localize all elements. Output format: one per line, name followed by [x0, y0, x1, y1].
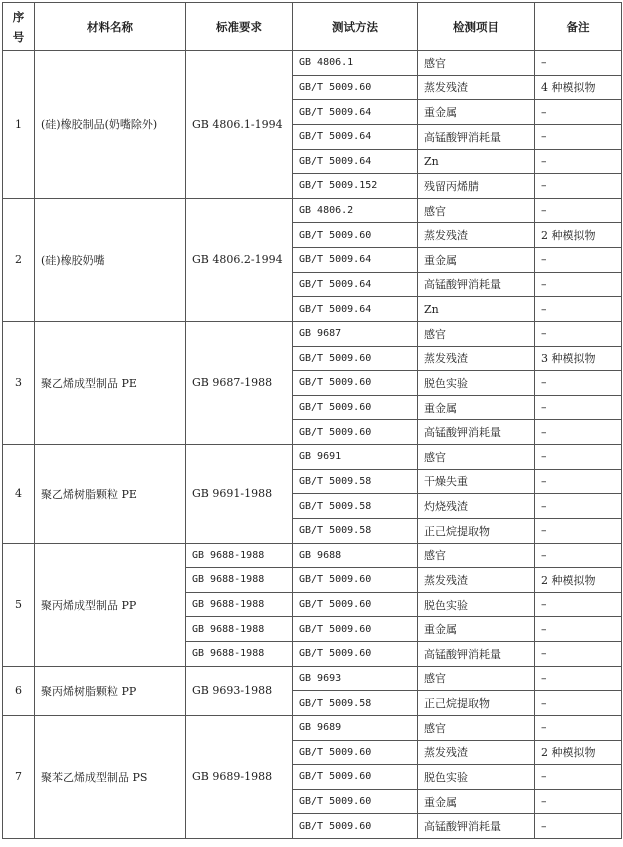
table-row — [3, 666, 622, 691]
method-cell: GB/T 5009.58 — [293, 469, 418, 494]
method-cell: GB/T 5009.60 — [293, 75, 418, 100]
table-row — [3, 543, 622, 568]
standard-cell: GB 4806.1-1994 — [186, 51, 293, 199]
standard-cell: GB 9687-1988 — [186, 321, 293, 444]
item-cell: Zn — [418, 149, 535, 174]
item-cell: 感官 — [418, 321, 535, 346]
method-cell: GB/T 5009.58 — [293, 691, 418, 716]
item-cell: 正己烷提取物 — [418, 518, 535, 543]
item-cell: 蒸发残渣 — [418, 223, 535, 248]
note-cell: – — [535, 494, 622, 519]
method-cell: GB/T 5009.60 — [293, 814, 418, 839]
method-cell: GB/T 5009.58 — [293, 494, 418, 519]
standard-cell: GB 9689-1988 — [186, 715, 293, 838]
standard-cell: GB 9688-1988 — [186, 592, 293, 617]
table-row — [3, 51, 622, 76]
standard-cell: GB 9688-1988 — [186, 568, 293, 593]
note-cell: – — [535, 174, 622, 199]
note-cell: – — [535, 420, 622, 445]
item-cell: 感官 — [418, 445, 535, 470]
note-cell: – — [535, 149, 622, 174]
note-cell: 4 种模拟物 — [535, 75, 622, 100]
method-cell: GB/T 5009.64 — [293, 100, 418, 125]
item-cell: 脱色实验 — [418, 765, 535, 790]
item-cell: 蒸发残渣 — [418, 75, 535, 100]
method-cell: GB/T 5009.64 — [293, 149, 418, 174]
item-cell: 感官 — [418, 51, 535, 76]
material-cell: (硅)橡胶奶嘴 — [35, 198, 186, 321]
method-cell: GB/T 5009.60 — [293, 592, 418, 617]
standard-cell: GB 4806.2-1994 — [186, 198, 293, 321]
method-cell: GB/T 5009.60 — [293, 395, 418, 420]
header-method: 测试方法 — [293, 3, 418, 51]
header-seq: 序号 — [3, 3, 35, 51]
method-cell: GB/T 5009.60 — [293, 740, 418, 765]
table-row — [3, 445, 622, 470]
table-row — [3, 198, 622, 223]
standard-cell: GB 9693-1988 — [186, 666, 293, 715]
seq-cell: 5 — [3, 543, 35, 666]
method-cell: GB/T 5009.64 — [293, 272, 418, 297]
standard-cell: GB 9688-1988 — [186, 543, 293, 568]
note-cell: – — [535, 124, 622, 149]
method-cell: GB/T 5009.64 — [293, 248, 418, 273]
seq-cell: 2 — [3, 198, 35, 321]
note-cell: – — [535, 51, 622, 76]
item-cell: 高锰酸钾消耗量 — [418, 272, 535, 297]
note-cell: 2 种模拟物 — [535, 568, 622, 593]
item-cell: Zn — [418, 297, 535, 322]
seq-cell: 6 — [3, 666, 35, 715]
method-cell: GB/T 5009.60 — [293, 765, 418, 790]
note-cell: – — [535, 666, 622, 691]
material-cell: 聚苯乙烯成型制品 PS — [35, 715, 186, 838]
note-cell: – — [535, 445, 622, 470]
seq-cell: 1 — [3, 51, 35, 199]
method-cell: GB/T 5009.64 — [293, 297, 418, 322]
item-cell: 高锰酸钾消耗量 — [418, 124, 535, 149]
note-cell: – — [535, 321, 622, 346]
method-cell: GB 9688 — [293, 543, 418, 568]
material-cell: 聚丙烯树脂颗粒 PP — [35, 666, 186, 715]
seq-cell: 7 — [3, 715, 35, 838]
item-cell: 感官 — [418, 715, 535, 740]
item-cell: 感官 — [418, 198, 535, 223]
method-cell: GB/T 5009.152 — [293, 174, 418, 199]
item-cell: 残留丙烯腈 — [418, 174, 535, 199]
note-cell: – — [535, 691, 622, 716]
note-cell: – — [535, 100, 622, 125]
method-cell: GB 4806.1 — [293, 51, 418, 76]
note-cell: – — [535, 469, 622, 494]
note-cell: – — [535, 297, 622, 322]
method-cell: GB/T 5009.64 — [293, 124, 418, 149]
header-row — [3, 3, 622, 51]
method-cell: GB/T 5009.58 — [293, 518, 418, 543]
material-cell: 聚乙烯树脂颗粒 PE — [35, 445, 186, 544]
material-cell: 聚丙烯成型制品 PP — [35, 543, 186, 666]
item-cell: 正己烷提取物 — [418, 691, 535, 716]
item-cell: 脱色实验 — [418, 592, 535, 617]
seq-cell: 3 — [3, 321, 35, 444]
note-cell: – — [535, 642, 622, 667]
table-row — [3, 715, 622, 740]
test-standards-table — [2, 2, 622, 839]
material-cell: 聚乙烯成型制品 PE — [35, 321, 186, 444]
standard-cell: GB 9691-1988 — [186, 445, 293, 544]
method-cell: GB/T 5009.60 — [293, 789, 418, 814]
item-cell: 重金属 — [418, 789, 535, 814]
header-material: 材料名称 — [35, 3, 186, 51]
method-cell: GB/T 5009.60 — [293, 420, 418, 445]
standard-cell: GB 9688-1988 — [186, 642, 293, 667]
method-cell: GB 9691 — [293, 445, 418, 470]
note-cell: – — [535, 814, 622, 839]
item-cell: 感官 — [418, 666, 535, 691]
method-cell: GB/T 5009.60 — [293, 223, 418, 248]
seq-cell: 4 — [3, 445, 35, 544]
note-cell: – — [535, 765, 622, 790]
note-cell: – — [535, 198, 622, 223]
material-cell: (硅)橡胶制品(奶嘴除外) — [35, 51, 186, 199]
item-cell: 干燥失重 — [418, 469, 535, 494]
method-cell: GB 9689 — [293, 715, 418, 740]
item-cell: 高锰酸钾消耗量 — [418, 642, 535, 667]
header-standard: 标准要求 — [186, 3, 293, 51]
note-cell: 2 种模拟物 — [535, 223, 622, 248]
note-cell: – — [535, 371, 622, 396]
note-cell: 3 种模拟物 — [535, 346, 622, 371]
item-cell: 高锰酸钾消耗量 — [418, 814, 535, 839]
method-cell: GB/T 5009.60 — [293, 568, 418, 593]
note-cell: – — [535, 395, 622, 420]
note-cell: – — [535, 248, 622, 273]
item-cell: 重金属 — [418, 617, 535, 642]
item-cell: 重金属 — [418, 100, 535, 125]
header-item: 检测项目 — [418, 3, 535, 51]
item-cell: 重金属 — [418, 395, 535, 420]
note-cell: – — [535, 518, 622, 543]
method-cell: GB 9693 — [293, 666, 418, 691]
standard-cell: GB 9688-1988 — [186, 617, 293, 642]
table-row — [3, 321, 622, 346]
header-note: 备注 — [535, 3, 622, 51]
note-cell: – — [535, 543, 622, 568]
method-cell: GB 4806.2 — [293, 198, 418, 223]
method-cell: GB/T 5009.60 — [293, 642, 418, 667]
item-cell: 蒸发残渣 — [418, 568, 535, 593]
item-cell: 蒸发残渣 — [418, 346, 535, 371]
item-cell: 高锰酸钾消耗量 — [418, 420, 535, 445]
note-cell: – — [535, 715, 622, 740]
note-cell: 2 种模拟物 — [535, 740, 622, 765]
note-cell: – — [535, 592, 622, 617]
item-cell: 脱色实验 — [418, 371, 535, 396]
item-cell: 灼烧残渣 — [418, 494, 535, 519]
method-cell: GB/T 5009.60 — [293, 371, 418, 396]
method-cell: GB 9687 — [293, 321, 418, 346]
item-cell: 重金属 — [418, 248, 535, 273]
item-cell: 蒸发残渣 — [418, 740, 535, 765]
note-cell: – — [535, 272, 622, 297]
note-cell: – — [535, 789, 622, 814]
item-cell: 感官 — [418, 543, 535, 568]
method-cell: GB/T 5009.60 — [293, 346, 418, 371]
note-cell: – — [535, 617, 622, 642]
method-cell: GB/T 5009.60 — [293, 617, 418, 642]
